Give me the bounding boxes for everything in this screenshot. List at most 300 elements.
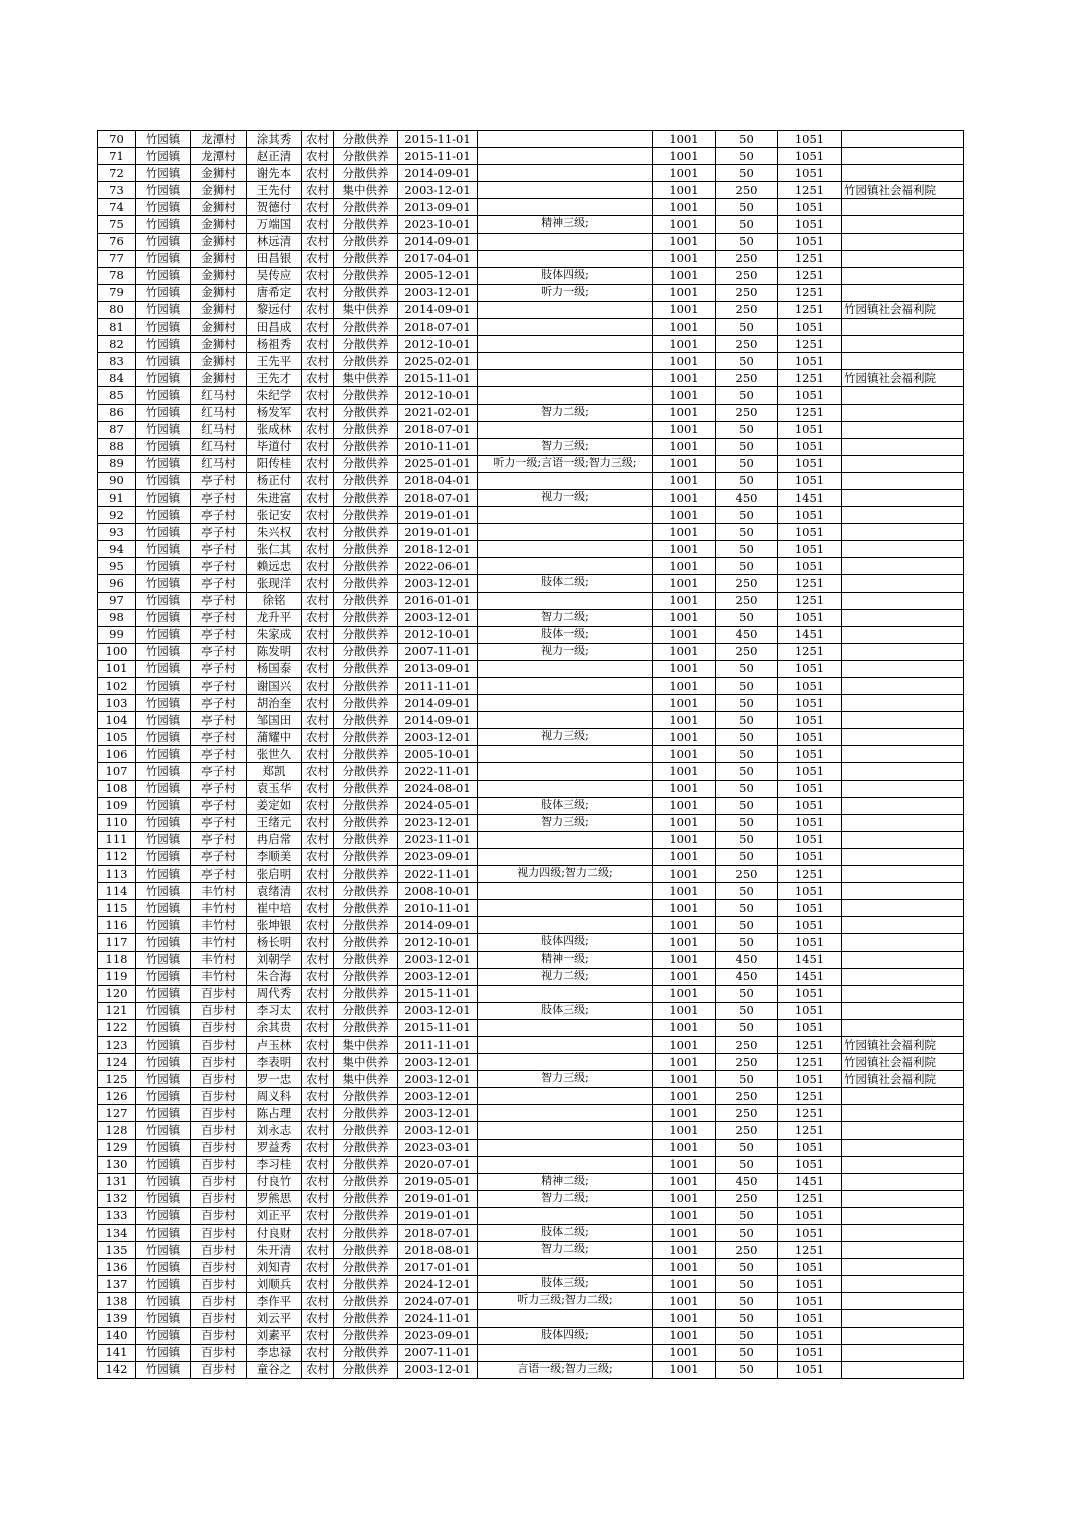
disability-cell: [478, 660, 653, 677]
name-cell: 杨国泰: [247, 660, 302, 677]
area-cell: 农村: [302, 1105, 334, 1122]
total-amount-cell: 1451: [778, 489, 842, 506]
table-row: [98, 524, 964, 541]
row-number: 123: [98, 1036, 136, 1053]
name-cell: 崔中培: [247, 900, 302, 917]
name-cell: 刘素平: [247, 1327, 302, 1344]
total-amount-cell: 1051: [778, 1361, 842, 1378]
row-number: 129: [98, 1139, 136, 1156]
town-cell: 竹园镇: [136, 934, 191, 951]
town-cell: 竹园镇: [136, 319, 191, 336]
name-cell: 张现洋: [247, 575, 302, 592]
total-amount-cell: 1051: [778, 455, 842, 472]
town-cell: 竹园镇: [136, 985, 191, 1002]
name-cell: 余其贵: [247, 1019, 302, 1036]
subsidy-amount-cell: 50: [716, 763, 778, 780]
support-type-cell: 分散供养: [334, 336, 398, 353]
row-number: 94: [98, 541, 136, 558]
village-cell: 亭子村: [191, 609, 247, 626]
start-date-cell: 2014-09-01: [398, 233, 478, 250]
subsidy-amount-cell: 50: [716, 438, 778, 455]
start-date-cell: 2015-11-01: [398, 148, 478, 165]
start-date-cell: 2019-01-01: [398, 1190, 478, 1207]
start-date-cell: 2003-12-01: [398, 1122, 478, 1139]
total-amount-cell: 1251: [778, 866, 842, 883]
total-amount-cell: 1051: [778, 131, 842, 148]
subsidy-amount-cell: 50: [716, 1071, 778, 1088]
village-cell: 亭子村: [191, 592, 247, 609]
subsidy-amount-cell: 50: [716, 934, 778, 951]
subsidy-amount-cell: 50: [716, 558, 778, 575]
base-amount-cell: 1001: [653, 746, 716, 763]
base-amount-cell: 1001: [653, 336, 716, 353]
start-date-cell: 2019-01-01: [398, 524, 478, 541]
start-date-cell: 2012-10-01: [398, 934, 478, 951]
table-row: [98, 1225, 964, 1242]
town-cell: 竹园镇: [136, 814, 191, 831]
table-row: [98, 968, 964, 985]
support-type-cell: 分散供养: [334, 712, 398, 729]
institution-note-cell: [842, 1225, 964, 1242]
total-amount-cell: 1051: [778, 319, 842, 336]
subsidy-amount-cell: 250: [716, 1105, 778, 1122]
village-cell: 百步村: [191, 1225, 247, 1242]
area-cell: 农村: [302, 284, 334, 301]
village-cell: 百步村: [191, 1122, 247, 1139]
town-cell: 竹园镇: [136, 917, 191, 934]
institution-note-cell: [842, 489, 964, 506]
table-row: [98, 678, 964, 695]
institution-note-cell: [842, 934, 964, 951]
area-cell: 农村: [302, 131, 334, 148]
subsidy-amount-cell: 50: [716, 729, 778, 746]
table-row: [98, 575, 964, 592]
disability-cell: 肢体二级;: [478, 575, 653, 592]
town-cell: 竹园镇: [136, 780, 191, 797]
base-amount-cell: 1001: [653, 626, 716, 643]
disability-cell: [478, 182, 653, 199]
area-cell: 农村: [302, 746, 334, 763]
name-cell: 杨长明: [247, 934, 302, 951]
start-date-cell: 2018-04-01: [398, 472, 478, 489]
row-number: 141: [98, 1344, 136, 1361]
disability-cell: [478, 1105, 653, 1122]
village-cell: 丰竹村: [191, 900, 247, 917]
total-amount-cell: 1051: [778, 985, 842, 1002]
name-cell: 李忠禄: [247, 1344, 302, 1361]
institution-note-cell: [842, 438, 964, 455]
name-cell: 贺德付: [247, 199, 302, 216]
town-cell: 竹园镇: [136, 1310, 191, 1327]
total-amount-cell: 1251: [778, 404, 842, 421]
name-cell: 罗一忠: [247, 1071, 302, 1088]
institution-note-cell: [842, 1190, 964, 1207]
support-type-cell: 分散供养: [334, 968, 398, 985]
table-row: [98, 541, 964, 558]
institution-note-cell: [842, 421, 964, 438]
disability-cell: [478, 1259, 653, 1276]
table-row: [98, 797, 964, 814]
support-type-cell: 分散供养: [334, 1105, 398, 1122]
base-amount-cell: 1001: [653, 917, 716, 934]
institution-note-cell: [842, 284, 964, 301]
base-amount-cell: 1001: [653, 301, 716, 318]
row-number: 137: [98, 1276, 136, 1293]
institution-note-cell: [842, 643, 964, 660]
village-cell: 百步村: [191, 1105, 247, 1122]
village-cell: 百步村: [191, 1036, 247, 1053]
disability-cell: [478, 780, 653, 797]
row-number: 79: [98, 284, 136, 301]
area-cell: 农村: [302, 695, 334, 712]
village-cell: 丰竹村: [191, 968, 247, 985]
area-cell: 农村: [302, 1293, 334, 1310]
total-amount-cell: 1051: [778, 763, 842, 780]
total-amount-cell: 1251: [778, 284, 842, 301]
name-cell: 刘云平: [247, 1310, 302, 1327]
row-number: 107: [98, 763, 136, 780]
row-number: 71: [98, 148, 136, 165]
village-cell: 金狮村: [191, 284, 247, 301]
base-amount-cell: 1001: [653, 1327, 716, 1344]
area-cell: 农村: [302, 421, 334, 438]
total-amount-cell: 1051: [778, 216, 842, 233]
start-date-cell: 2008-10-01: [398, 883, 478, 900]
subsidy-amount-cell: 450: [716, 968, 778, 985]
disability-cell: [478, 1156, 653, 1173]
subsidy-amount-cell: 250: [716, 575, 778, 592]
village-cell: 亭子村: [191, 746, 247, 763]
institution-note-cell: [842, 336, 964, 353]
institution-note-cell: 竹园镇社会福利院: [842, 370, 964, 387]
village-cell: 百步村: [191, 1310, 247, 1327]
institution-note-cell: [842, 455, 964, 472]
name-cell: 田昌银: [247, 250, 302, 267]
village-cell: 金狮村: [191, 199, 247, 216]
start-date-cell: 2003-12-01: [398, 1361, 478, 1378]
institution-note-cell: [842, 558, 964, 575]
start-date-cell: 2011-11-01: [398, 1036, 478, 1053]
total-amount-cell: 1051: [778, 917, 842, 934]
subsidy-amount-cell: 50: [716, 472, 778, 489]
disability-cell: [478, 199, 653, 216]
support-type-cell: 分散供养: [334, 1225, 398, 1242]
institution-note-cell: [842, 609, 964, 626]
village-cell: 红马村: [191, 438, 247, 455]
start-date-cell: 2013-09-01: [398, 660, 478, 677]
institution-note-cell: [842, 1173, 964, 1190]
table-row: [98, 780, 964, 797]
base-amount-cell: 1001: [653, 353, 716, 370]
disability-cell: 肢体四级;: [478, 1327, 653, 1344]
town-cell: 竹园镇: [136, 148, 191, 165]
subsidy-amount-cell: 50: [716, 660, 778, 677]
support-type-cell: 分散供养: [334, 489, 398, 506]
subsidy-amount-cell: 50: [716, 216, 778, 233]
base-amount-cell: 1001: [653, 1207, 716, 1224]
institution-note-cell: [842, 729, 964, 746]
institution-note-cell: [842, 131, 964, 148]
support-type-cell: 分散供养: [334, 1122, 398, 1139]
row-number: 111: [98, 831, 136, 848]
area-cell: 农村: [302, 250, 334, 267]
table-row: [98, 934, 964, 951]
town-cell: 竹园镇: [136, 1327, 191, 1344]
base-amount-cell: 1001: [653, 1276, 716, 1293]
institution-note-cell: [842, 319, 964, 336]
disability-cell: [478, 165, 653, 182]
base-amount-cell: 1001: [653, 660, 716, 677]
base-amount-cell: 1001: [653, 1190, 716, 1207]
disability-cell: [478, 301, 653, 318]
institution-note-cell: [842, 1327, 964, 1344]
disability-cell: 肢体四级;: [478, 267, 653, 284]
name-cell: 陈发明: [247, 643, 302, 660]
area-cell: 农村: [302, 1088, 334, 1105]
row-number: 124: [98, 1054, 136, 1071]
village-cell: 红马村: [191, 421, 247, 438]
row-number: 115: [98, 900, 136, 917]
subsidy-amount-cell: 50: [716, 780, 778, 797]
start-date-cell: 2014-09-01: [398, 165, 478, 182]
institution-note-cell: [842, 1293, 964, 1310]
row-number: 88: [98, 438, 136, 455]
name-cell: 陈占理: [247, 1105, 302, 1122]
base-amount-cell: 1001: [653, 1173, 716, 1190]
start-date-cell: 2007-11-01: [398, 643, 478, 660]
table-row: [98, 421, 964, 438]
table-row: [98, 165, 964, 182]
disability-cell: [478, 1054, 653, 1071]
subsidy-amount-cell: 50: [716, 1327, 778, 1344]
base-amount-cell: 1001: [653, 404, 716, 421]
start-date-cell: 2024-12-01: [398, 1276, 478, 1293]
welfare-roster-table: [97, 130, 964, 1379]
institution-note-cell: [842, 1207, 964, 1224]
start-date-cell: 2018-07-01: [398, 319, 478, 336]
town-cell: 竹园镇: [136, 353, 191, 370]
row-number: 108: [98, 780, 136, 797]
support-type-cell: 分散供养: [334, 695, 398, 712]
total-amount-cell: 1451: [778, 1173, 842, 1190]
village-cell: 金狮村: [191, 165, 247, 182]
subsidy-amount-cell: 50: [716, 524, 778, 541]
village-cell: 亭子村: [191, 763, 247, 780]
subsidy-amount-cell: 50: [716, 541, 778, 558]
name-cell: 阳传桂: [247, 455, 302, 472]
row-number: 101: [98, 660, 136, 677]
name-cell: 王先才: [247, 370, 302, 387]
name-cell: 刘正平: [247, 1207, 302, 1224]
village-cell: 亭子村: [191, 797, 247, 814]
name-cell: 李顺美: [247, 848, 302, 865]
support-type-cell: 分散供养: [334, 455, 398, 472]
area-cell: 农村: [302, 1122, 334, 1139]
support-type-cell: 分散供养: [334, 131, 398, 148]
table-row: [98, 267, 964, 284]
base-amount-cell: 1001: [653, 1071, 716, 1088]
support-type-cell: 分散供养: [334, 1361, 398, 1378]
start-date-cell: 2025-01-01: [398, 455, 478, 472]
area-cell: 农村: [302, 643, 334, 660]
institution-note-cell: [842, 746, 964, 763]
area-cell: 农村: [302, 199, 334, 216]
start-date-cell: 2014-09-01: [398, 917, 478, 934]
town-cell: 竹园镇: [136, 1173, 191, 1190]
total-amount-cell: 1051: [778, 165, 842, 182]
row-number: 96: [98, 575, 136, 592]
institution-note-cell: [842, 233, 964, 250]
total-amount-cell: 1051: [778, 1002, 842, 1019]
base-amount-cell: 1001: [653, 250, 716, 267]
table-row: [98, 1036, 964, 1053]
name-cell: 谢国兴: [247, 678, 302, 695]
total-amount-cell: 1251: [778, 301, 842, 318]
name-cell: 付良竹: [247, 1173, 302, 1190]
subsidy-amount-cell: 50: [716, 1293, 778, 1310]
total-amount-cell: 1051: [778, 1071, 842, 1088]
area-cell: 农村: [302, 1036, 334, 1053]
area-cell: 农村: [302, 883, 334, 900]
name-cell: 罗益秀: [247, 1139, 302, 1156]
name-cell: 赖远忠: [247, 558, 302, 575]
area-cell: 农村: [302, 507, 334, 524]
start-date-cell: 2003-12-01: [398, 1088, 478, 1105]
institution-note-cell: 竹园镇社会福利院: [842, 1036, 964, 1053]
row-number: 112: [98, 848, 136, 865]
row-number: 105: [98, 729, 136, 746]
support-type-cell: 分散供养: [334, 1276, 398, 1293]
total-amount-cell: 1251: [778, 1242, 842, 1259]
town-cell: 竹园镇: [136, 1207, 191, 1224]
table-row: [98, 729, 964, 746]
name-cell: 周义科: [247, 1088, 302, 1105]
area-cell: 农村: [302, 678, 334, 695]
row-number: 117: [98, 934, 136, 951]
institution-note-cell: 竹园镇社会福利院: [842, 1054, 964, 1071]
disability-cell: [478, 917, 653, 934]
institution-note-cell: [842, 216, 964, 233]
total-amount-cell: 1051: [778, 1259, 842, 1276]
subsidy-amount-cell: 50: [716, 1002, 778, 1019]
village-cell: 百步村: [191, 1139, 247, 1156]
row-number: 135: [98, 1242, 136, 1259]
start-date-cell: 2014-09-01: [398, 712, 478, 729]
table-row: [98, 131, 964, 148]
table-row: [98, 507, 964, 524]
row-number: 84: [98, 370, 136, 387]
institution-note-cell: [842, 1361, 964, 1378]
start-date-cell: 2019-05-01: [398, 1173, 478, 1190]
total-amount-cell: 1051: [778, 1293, 842, 1310]
table-row: [98, 1071, 964, 1088]
base-amount-cell: 1001: [653, 780, 716, 797]
village-cell: 金狮村: [191, 182, 247, 199]
table-row: [98, 148, 964, 165]
town-cell: 竹园镇: [136, 1156, 191, 1173]
town-cell: 竹园镇: [136, 1002, 191, 1019]
table-row: [98, 250, 964, 267]
village-cell: 红马村: [191, 455, 247, 472]
row-number: 90: [98, 472, 136, 489]
institution-note-cell: [842, 1276, 964, 1293]
area-cell: 农村: [302, 934, 334, 951]
table-row: [98, 1242, 964, 1259]
support-type-cell: 分散供养: [334, 626, 398, 643]
institution-note-cell: [842, 848, 964, 865]
total-amount-cell: 1051: [778, 1310, 842, 1327]
area-cell: 农村: [302, 558, 334, 575]
institution-note-cell: [842, 660, 964, 677]
name-cell: 朱进富: [247, 489, 302, 506]
support-type-cell: 分散供养: [334, 900, 398, 917]
disability-cell: 听力一级;言语一级;智力三级;: [478, 455, 653, 472]
start-date-cell: 2019-01-01: [398, 507, 478, 524]
support-type-cell: 分散供养: [334, 848, 398, 865]
table-row: [98, 1019, 964, 1036]
name-cell: 蒲耀中: [247, 729, 302, 746]
name-cell: 刘永志: [247, 1122, 302, 1139]
institution-note-cell: [842, 1088, 964, 1105]
total-amount-cell: 1051: [778, 1327, 842, 1344]
town-cell: 竹园镇: [136, 267, 191, 284]
name-cell: 吴传应: [247, 267, 302, 284]
total-amount-cell: 1051: [778, 678, 842, 695]
subsidy-amount-cell: 50: [716, 421, 778, 438]
support-type-cell: 集中供养: [334, 1054, 398, 1071]
table-row: [98, 848, 964, 865]
base-amount-cell: 1001: [653, 1293, 716, 1310]
area-cell: 农村: [302, 233, 334, 250]
name-cell: 刘顺兵: [247, 1276, 302, 1293]
table-row: [98, 1293, 964, 1310]
table-row: [98, 319, 964, 336]
table-row: [98, 1105, 964, 1122]
base-amount-cell: 1001: [653, 695, 716, 712]
town-cell: 竹园镇: [136, 472, 191, 489]
table-row: [98, 438, 964, 455]
start-date-cell: 2016-01-01: [398, 592, 478, 609]
row-number: 132: [98, 1190, 136, 1207]
disability-cell: [478, 131, 653, 148]
support-type-cell: 分散供养: [334, 267, 398, 284]
base-amount-cell: 1001: [653, 592, 716, 609]
area-cell: 农村: [302, 1327, 334, 1344]
subsidy-amount-cell: 50: [716, 1276, 778, 1293]
subsidy-amount-cell: 250: [716, 1122, 778, 1139]
row-number: 104: [98, 712, 136, 729]
name-cell: 张记安: [247, 507, 302, 524]
area-cell: 农村: [302, 1190, 334, 1207]
total-amount-cell: 1251: [778, 1054, 842, 1071]
total-amount-cell: 1251: [778, 182, 842, 199]
town-cell: 竹园镇: [136, 626, 191, 643]
disability-cell: [478, 985, 653, 1002]
subsidy-amount-cell: 50: [716, 1225, 778, 1242]
row-number: 127: [98, 1105, 136, 1122]
area-cell: 农村: [302, 1242, 334, 1259]
total-amount-cell: 1051: [778, 848, 842, 865]
start-date-cell: 2023-11-01: [398, 831, 478, 848]
start-date-cell: 2011-11-01: [398, 678, 478, 695]
institution-note-cell: [842, 404, 964, 421]
base-amount-cell: 1001: [653, 233, 716, 250]
disability-cell: 智力二级;: [478, 1242, 653, 1259]
area-cell: 农村: [302, 370, 334, 387]
area-cell: 农村: [302, 848, 334, 865]
name-cell: 朱开清: [247, 1242, 302, 1259]
base-amount-cell: 1001: [653, 199, 716, 216]
